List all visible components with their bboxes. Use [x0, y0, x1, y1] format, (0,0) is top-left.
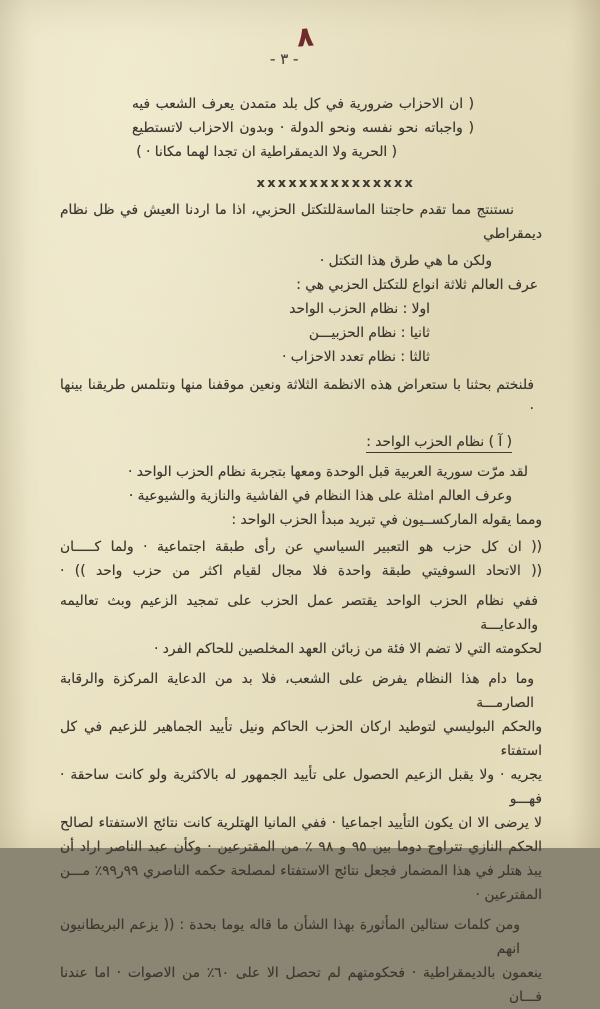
text-line: ديمقراطي — [483, 226, 542, 242]
text-line: لقد مرّت سورية العربية قبل الوحدة ومعها بتجربة نظام الحزب الواحد · — [128, 464, 528, 480]
quote-line: ( ان الاحزاب ضرورية في كل بلد متمدن يعرف الشعب فيه — [132, 96, 474, 112]
text-line: وما دام هذا النظام يفرض على الشعب، فلا بد من الدعاية المركزة والرقابة الصارمـــة — [60, 671, 534, 711]
page-number-area — [0, 0, 600, 90]
section-heading — [60, 430, 542, 454]
text-line: ولكن ما هي طرق هذا التكتل · — [319, 253, 492, 269]
separator-row: xxxxxxxxxxxxxxx — [256, 175, 416, 190]
list-item: ثالثا : نظام تعدد الاحزاب · — [281, 349, 430, 365]
quote-line: ( الحرية ولا الديمقراطية ان تجدا لهما مكانا · ) — [136, 144, 397, 160]
section-heading-label: ( آ ) نظام الحزب الواحد : — [366, 434, 512, 453]
text-line: وعرف العالم امثلة على هذا النظام في الفاشية والنازية والشيوعية · — [128, 488, 512, 504]
text-line: ومما يقوله الماركســيون في تبريد مبدأ الحزب الواحد : — [231, 512, 542, 528]
text-line: الحكم النازي تتراوح دوما بين ٩٥ و ٩٨ ٪ من المقترعين · وكأن عبد الناصر اراد أن — [60, 839, 543, 855]
handwritten-page-number: ٨ — [295, 21, 315, 54]
text-line: لحكومته التي لا تضم الا فئة من زبائن العهد المخلصين للحاكم الفرد · — [154, 641, 542, 657]
quote-line: (( الاتحاد السوفيتي طبقة واحدة فلا مجال لقيام اكثر من حزب واحد )) · — [60, 563, 542, 579]
typed-page-number: - ٣ - — [270, 50, 299, 68]
text-line: عرف العالم ثلاثة انواع للتكتل الحزبي هي : — [296, 277, 538, 293]
text-line: ومن كلمات ستالين المأثورة بهذا الشأن ما قاله يوما بحدة : (( يزعم البريطانيون انهم — [60, 917, 520, 957]
text-line: نستنتج مما تقدم حاجتنا الماسةللتكتل الحزبي، اذا ما اردنا العيش في ظل نظام — [60, 202, 514, 218]
list-item: اولا : نظام الحزب الواحد — [289, 301, 430, 317]
text-line: فلنختم بحثنا با ستعراض هذه الانظمة الثلاثة ونعين موقفنا منها ونتلمس طريقنا بينها · — [60, 377, 534, 417]
text-line: يجريه · ولا يقبل الزعيم الحصول على تأييد الجمهور له بالاكثرية ولو كانت ساحقة · فهـــو — [60, 767, 542, 807]
text-line: ففي نظام الحزب الواحد يقتصر عمل الحزب على تمجيد الزعيم وبث تعاليمه والدعايـــة — [60, 593, 538, 633]
list-item: ثانيا : نظام الحزبيـــن — [308, 325, 430, 341]
text-line: والحكم البوليسي لتوطيد اركان الحزب الحاكم ونيل تأييد الجماهير للزعيم في كل استفتاء — [60, 719, 542, 759]
quote-line: (( ان كل حزب هو التعبير السياسي عن رأى طبقة اجتماعية · ولما كـــــان — [60, 539, 542, 555]
text-line: لا يرضى الا ان يكون التأييد اجماعيا · ففي المانيا الهتلرية كانت نتائج الاستفتاء لصالح — [60, 815, 542, 831]
text-line: ينعمون بالديمقراطية · فحكومتهم لم تحصل الا على ٦٠٪ من الاصوات · اما عندنا فـــان — [60, 965, 543, 1005]
quote-line: ( واجباته نحو نفسه ونحو الدولة · وبدون الاحزاب لاتستطيع — [132, 120, 474, 136]
text-line: يبذ هتلر في هذا المضمار فجعل نتائج الاستفتاء لمصلحة حكمه الناصري ٩٩ر٩٩٪ مـــن — [60, 863, 542, 879]
text-line: المقترعين · — [475, 887, 542, 903]
document-text — [60, 92, 542, 1009]
